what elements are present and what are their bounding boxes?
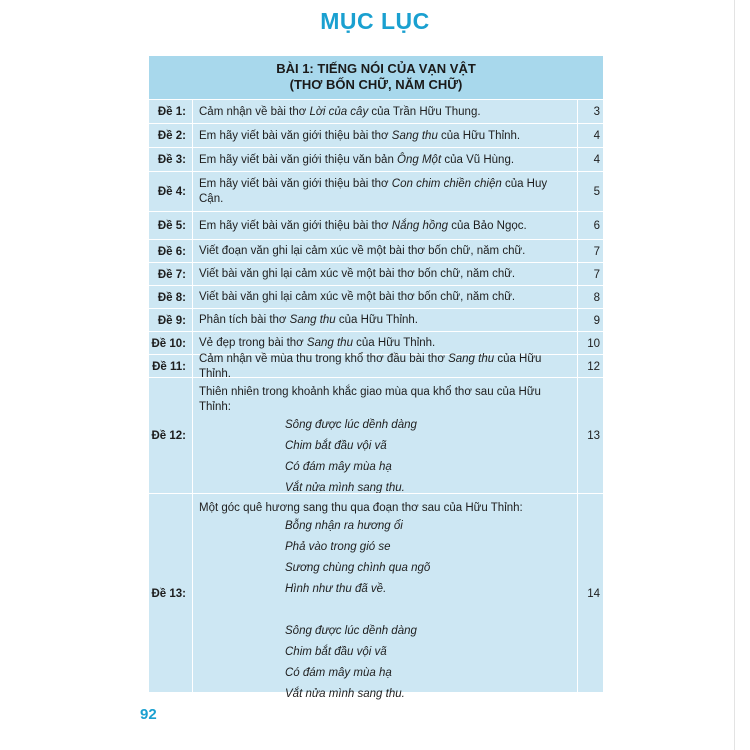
entry-description: Viết đoạn văn ghi lại cảm xúc về một bài thơ bốn chữ, năm chữ. [192, 240, 578, 263]
poem-excerpt [199, 516, 571, 705]
toc-row-3 [149, 147, 603, 172]
poem-line: Chim bắt đầu vội vã [285, 440, 387, 452]
toc-row-9 [149, 308, 603, 332]
toc-row-7 [149, 262, 603, 286]
entry-page: 12 [587, 360, 600, 373]
entry-description [192, 494, 578, 700]
entry-label: Đề 11: [152, 360, 186, 373]
poem-line: Bỗng nhận ra hương ổi [285, 520, 403, 532]
poem-line: Hình như thu đã về. [285, 583, 387, 595]
entry-page: 4 [593, 130, 600, 142]
entry-page: 7 [593, 245, 600, 258]
toc-row-2 [149, 123, 603, 148]
section-header [149, 56, 603, 99]
entry-label: Đề 3: [157, 154, 186, 166]
toc-row-13 [149, 493, 603, 700]
entry-page: 7 [593, 268, 600, 281]
entry-intro: Thiên nhiên trong khoảnh khắc giao mùa qua khổ thơ sau của Hữu Thỉnh: [199, 386, 541, 413]
entry-page: 5 [593, 186, 600, 198]
toc-row-1 [149, 99, 603, 124]
entry-label: Đề 6: [157, 245, 186, 258]
entry-label: Đề 9: [157, 314, 186, 327]
entry-label: Đề 12: [151, 430, 186, 442]
poem-excerpt [199, 415, 571, 499]
page-number: 92 [140, 706, 157, 723]
entry-label: Đề 4: [157, 186, 186, 198]
toc-row-12 [149, 377, 603, 494]
poem-line: Có đám mây mùa hạ [285, 667, 392, 679]
entry-page: 6 [593, 220, 600, 232]
entry-description: Em hãy viết bài văn giới thiệu bài thơ Con chim chiền chiện của Huy Cận. [192, 172, 578, 212]
entry-label: Đề 13: [151, 587, 186, 600]
entry-description: Em hãy viết bài văn giới thiệu bài thơ Nắng hồng của Bảo Ngọc. [192, 212, 578, 240]
entry-page: 3 [593, 106, 600, 118]
entry-label: Đề 2: [157, 130, 186, 142]
entry-description [192, 378, 578, 494]
entry-description: Em hãy viết bài văn giới thiệu bài thơ Sang thu của Hữu Thỉnh. [192, 124, 578, 148]
entry-description: Viết bài văn ghi lại cảm xúc về một bài thơ bốn chữ, năm chữ. [192, 263, 578, 286]
entry-label: Đề 8: [157, 291, 186, 304]
entry-description: Cảm nhận về mùa thu trong khổ thơ đầu bài thơ Sang thu của Hữu Thỉnh. [192, 355, 578, 378]
entry-description: Vẻ đẹp trong bài thơ Sang thu của Hữu Thỉnh. [192, 332, 578, 355]
poem-line: Sông được lúc dềnh dàng [285, 625, 417, 637]
entry-label: Đề 1: [157, 106, 186, 118]
toc-row-8 [149, 285, 603, 309]
entry-page: 14 [587, 587, 600, 600]
entry-page: 10 [587, 337, 600, 350]
poem-line: Vắt nửa mình sang thu. [285, 688, 405, 700]
entry-description: Cảm nhận về bài thơ Lời của cây của Trần Hữu Thung. [192, 100, 578, 124]
entry-page: 9 [593, 314, 600, 327]
poem-line: Sương chùng chình qua ngõ [285, 562, 431, 574]
entry-label: Đề 7: [157, 268, 186, 281]
page-title: MỤC LỤC [320, 8, 430, 34]
stanza-gap [285, 600, 571, 621]
poem-line: Sông được lúc dềnh dàng [285, 419, 417, 431]
section-subtitle: (THƠ BỐN CHỮ, NĂM CHỮ) [289, 76, 463, 92]
poem-line: Phả vào trong gió se [285, 541, 391, 553]
toc-row-4 [149, 171, 603, 212]
entry-page: 8 [593, 291, 600, 304]
toc-row-11 [149, 354, 603, 378]
poem-line: Vắt nửa mình sang thu. [285, 482, 405, 494]
toc-row-6 [149, 239, 603, 263]
entry-label: Đề 10: [151, 337, 186, 350]
entry-description: Em hãy viết bài văn giới thiệu văn bản Ông Một của Vũ Hùng. [192, 148, 578, 172]
poem-line: Chim bắt đầu vội vã [285, 646, 387, 658]
poem-line: Có đám mây mùa hạ [285, 461, 392, 473]
entry-description: Phân tích bài thơ Sang thu của Hữu Thỉnh. [192, 309, 578, 332]
entry-intro: Một góc quê hương sang thu qua đoạn thơ sau của Hữu Thỉnh: [199, 502, 523, 514]
toc-table [148, 55, 604, 700]
entry-page: 4 [593, 154, 600, 166]
entry-description: Viết bài văn ghi lại cảm xúc về một bài thơ bốn chữ, năm chữ. [192, 286, 578, 309]
entry-label: Đề 5: [157, 220, 186, 232]
section-title: BÀI 1: TIẾNG NÓI CỦA VẠN VẬT [276, 61, 476, 76]
entry-page: 13 [587, 430, 600, 442]
toc-row-5 [149, 211, 603, 240]
